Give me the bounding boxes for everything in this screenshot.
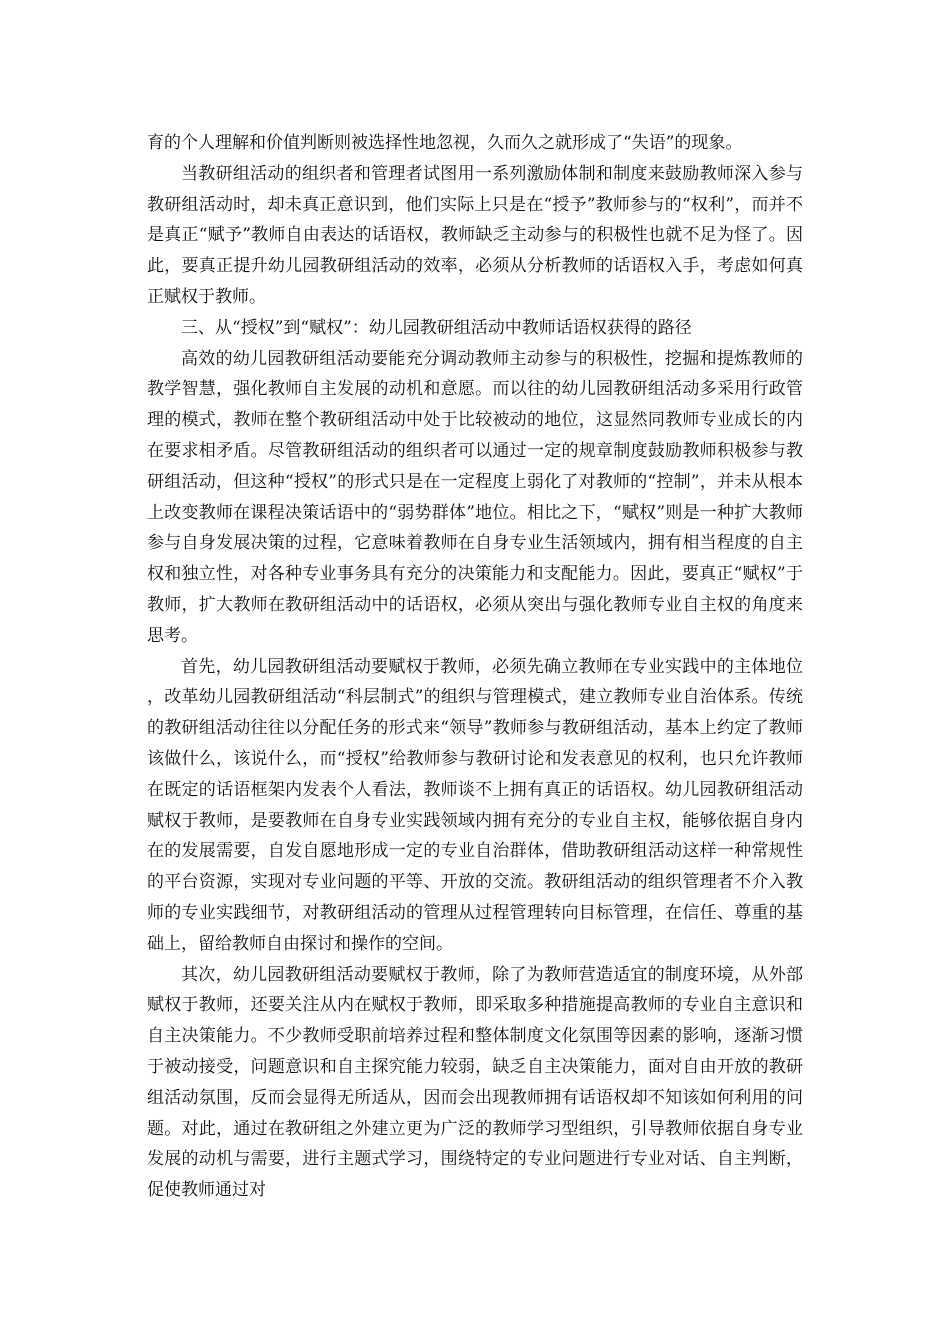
paragraph-first: 首先，幼儿园教研组活动要赋权于教师，必须先确立教师在专业实践中的主体地位，改革幼儿园教研组活动“科层制式”的组织与管理模式，建立教师专业自治体系。传统的教研组活动往往以分配任务的形式来“领导”教师参与教研组活动，基本上约定了教师该做什么，该说什么，而“授权”给教师参与教研讨论和发表意见的权利，也只允许教师在既定的话语框架内发表个人看法，教师谈不上拥有真正的话语权。幼儿园教研组活动赋权于教师，是要教师在自身专业实践领域内拥有充分的专业自主权，能够依据自身内在的发展需要，自发自愿地形成一定的专业自治群体，借助教研组活动这样一种常规性的平台资源，实现对专业问题的平等、开放的交流。教研组活动的组织管理者不介入教师的专业实践细节，对教研组活动的管理从过程管理转向目标管理，在信任、尊重的基础上，留给教师自由探讨和操作的空间。 [147, 656, 803, 954]
document-body [147, 128, 803, 1206]
paragraph-continuation: 育的个人理解和价值判断则被选择性地忽视，久而久之就形成了“失语”的现象。 [147, 133, 743, 153]
paragraph-second: 其次，幼儿园教研组活动要赋权于教师，除了为教师营造适宜的制度环境，从外部赋权于教师，还要关注从内在赋权于教师，即采取多种措施提高教师的专业自主意识和自主决策能力。不少教师受职前培养过程和整体制度文化氛围等因素的影响，逐渐习惯于被动接受，问题意识和自主探究能力较弱，缺乏自主决策能力，面对自由开放的教研组活动氛围，反而会显得无所适从，因而会出现教师拥有话语权却不知该如何利用的问题。对此，通过在教研组之外建立更为广泛的教师学习型组织，引导教师依据自身专业发展的动机与需要，进行主题式学习，围绕特定的专业问题进行专业对话、自主判断，促使教师通过对 [147, 964, 803, 1201]
paragraph-efficient-activity: 高效的幼儿园教研组活动要能充分调动教师主动参与的积极性，挖掘和提炼教师的教学智慧，强化教师自主发展的动机和意愿。而以往的幼儿园教研组活动多采用行政管理的模式，教师在整个教研组活动中处于比较被动的地位，这显然同教师专业成长的内在要求相矛盾。尽管教研组活动的组织者可以通过一定的规章制度鼓励教师积极参与教研组活动，但这种“授权”的形式只是在一定程度上弱化了对教师的“控制”，并未从根本上改变教师在课程决策话语中的“弱势群体”地位。相比之下，“赋权”则是一种扩大教师参与自身发展决策的过程，它意味着教师在自身专业生活领域内，拥有相当程度的自主权和独立性，对各种专业事务具有充分的决策能力和支配能力。因此，要真正“赋权”于教师，扩大教师在教研组活动中的话语权，必须从突出与强化教师专业自主权的角度来思考。 [147, 348, 803, 646]
section-heading-3: 三、从“授权”到“赋权”：幼儿园教研组活动中教师话语权获得的路径 [181, 317, 692, 338]
paragraph-empowerment-intro: 当教研组活动的组织者和管理者试图用一系列激励体制和制度来鼓励教师深入参与教研组活动时，却未真正意识到，他们实际上只是在“授予”教师参与的“权利”，而并不是真正“赋予”教师自由表达的话语权，教师缺乏主动参与的积极性也就不足为怪了。因此，要真正提升幼儿园教研组活动的效率，必须从分析教师的话语权入手，考虑如何真正赋权于教师。 [147, 163, 803, 307]
